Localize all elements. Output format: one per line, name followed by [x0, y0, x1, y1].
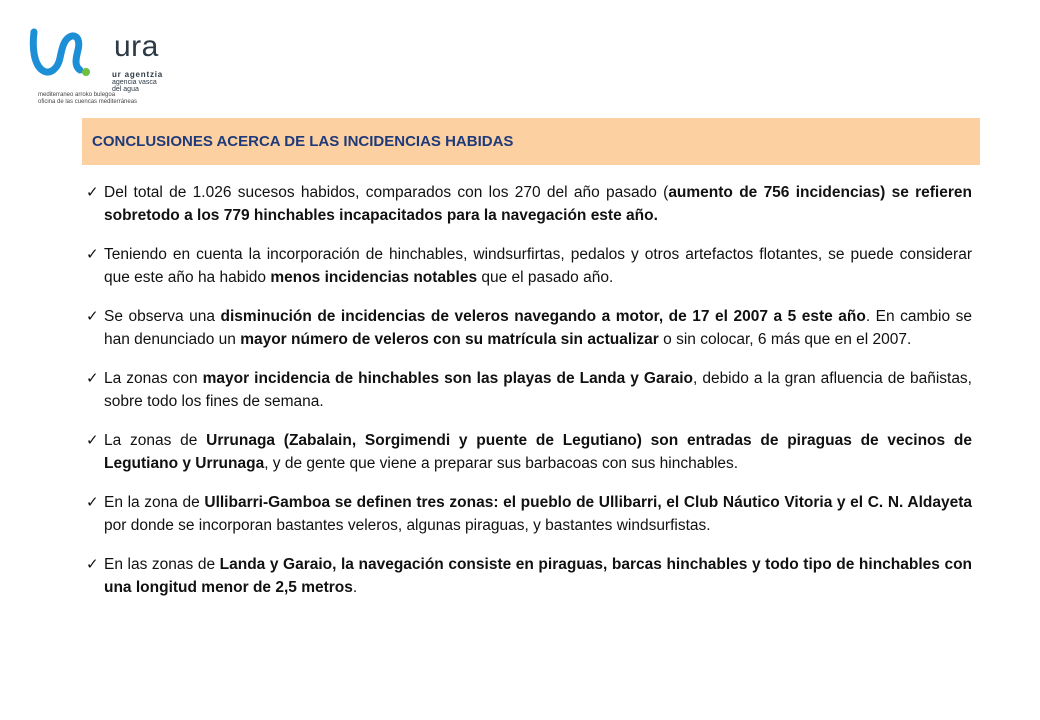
text-segment: . — [352, 578, 358, 596]
checkmark-icon: ✓ — [86, 370, 99, 387]
list-item-text — [104, 244, 972, 289]
list-item — [86, 368, 972, 413]
text-segment: Del total de 1.026 sucesos habidos, comparados con los 270 del año pasado ( — [104, 184, 669, 201]
ura-logo-mark — [28, 24, 108, 84]
text-segment: La zonas con — [104, 370, 203, 387]
bold-text: Urrunaga (Zabalain, Sorgimendi y puente de Legutiano) son entradas de piraguas de vecinos de Legutiano y Urrunaga — [104, 432, 972, 472]
list-item-text — [104, 306, 972, 351]
text-segment: . En cambio se han denunciado un — [104, 308, 972, 348]
list-item — [86, 182, 972, 227]
logo-line-2: agencia vasca del agua — [112, 79, 157, 93]
section-title: CONCLUSIONES ACERCA DE LAS INCIDENCIAS HABIDAS — [92, 133, 514, 150]
logo-brand: ura — [114, 30, 159, 63]
bold-text: disminución de incidencias de veleros navegando a motor, de 17 el 2007 a 5 este año — [220, 308, 866, 325]
checkmark-icon: ✓ — [86, 308, 99, 325]
bold-text: aumento de 756 incidencias) se refieren sobretodo a los 779 hinchables incapacitados para la navegación este año. — [104, 184, 972, 224]
checkmark-icon: ✓ — [86, 184, 99, 201]
bold-text: menos incidencias notables — [270, 268, 478, 286]
list-item-text — [104, 182, 972, 227]
text-segment: La zonas de — [104, 432, 207, 449]
text-segment: o sin colocar, 6 más que en el 2007. — [658, 330, 912, 348]
bold-text: mayor incidencia de hinchables son las playas de Landa y Garaio — [202, 370, 693, 387]
checkmark-icon: ✓ — [86, 494, 99, 511]
checkmark-icon: ✓ — [86, 246, 99, 263]
list-item — [86, 244, 972, 289]
text-segment: En la zona de — [104, 494, 205, 511]
checkmark-icon: ✓ — [86, 432, 99, 449]
text-segment: por donde se incorporan bastantes veleros, algunas piraguas, y bastantes windsurfistas. — [104, 516, 711, 534]
list-item — [86, 492, 972, 537]
list-item — [86, 554, 972, 599]
text-segment: , y de gente que viene a preparar sus barbacoas con sus hinchables. — [264, 454, 739, 472]
list-item — [86, 306, 972, 351]
text-segment: , debido a la gran afluencia de bañistas, sobre todo los fines de semana. — [104, 370, 972, 410]
ura-logo — [28, 24, 168, 108]
list-item-text — [104, 368, 972, 413]
logo-line-4: oficina de las cuencas mediterráneas — [38, 99, 138, 105]
bold-text: mayor número de veleros con su matrícula sin actualizar — [240, 330, 659, 348]
logo-line-1: ur agentzia — [112, 70, 164, 79]
list-item-text — [104, 554, 972, 599]
text-segment: Se observa una — [104, 308, 221, 325]
list-item — [86, 430, 972, 475]
list-item-text — [104, 430, 972, 475]
text-segment: En las zonas de — [104, 556, 220, 573]
conclusions-list — [86, 182, 972, 616]
text-segment: Teniendo en cuenta la incorporación de hinchables, windsurfirtas, pedalos y otros artefactos flotantes, se puede considerar que este año ha habido — [104, 246, 972, 286]
bold-text: Landa y Garaio, la navegación consiste en piraguas, barcas hinchables y todo tipo de hinchables con una longitud menor de 2,5 metros — [104, 556, 973, 596]
bold-text: Ullibarri-Gamboa se definen tres zonas: el pueblo de Ullibarri, el Club Náutico Vitoria y el C. N. Aldayeta — [204, 494, 973, 511]
logo-line-3: mediterraneo arroko bulegoa — [38, 92, 116, 98]
list-item-text — [104, 492, 972, 537]
section-banner — [82, 118, 980, 165]
text-segment: que el pasado año. — [477, 268, 614, 286]
checkmark-icon: ✓ — [86, 556, 99, 573]
